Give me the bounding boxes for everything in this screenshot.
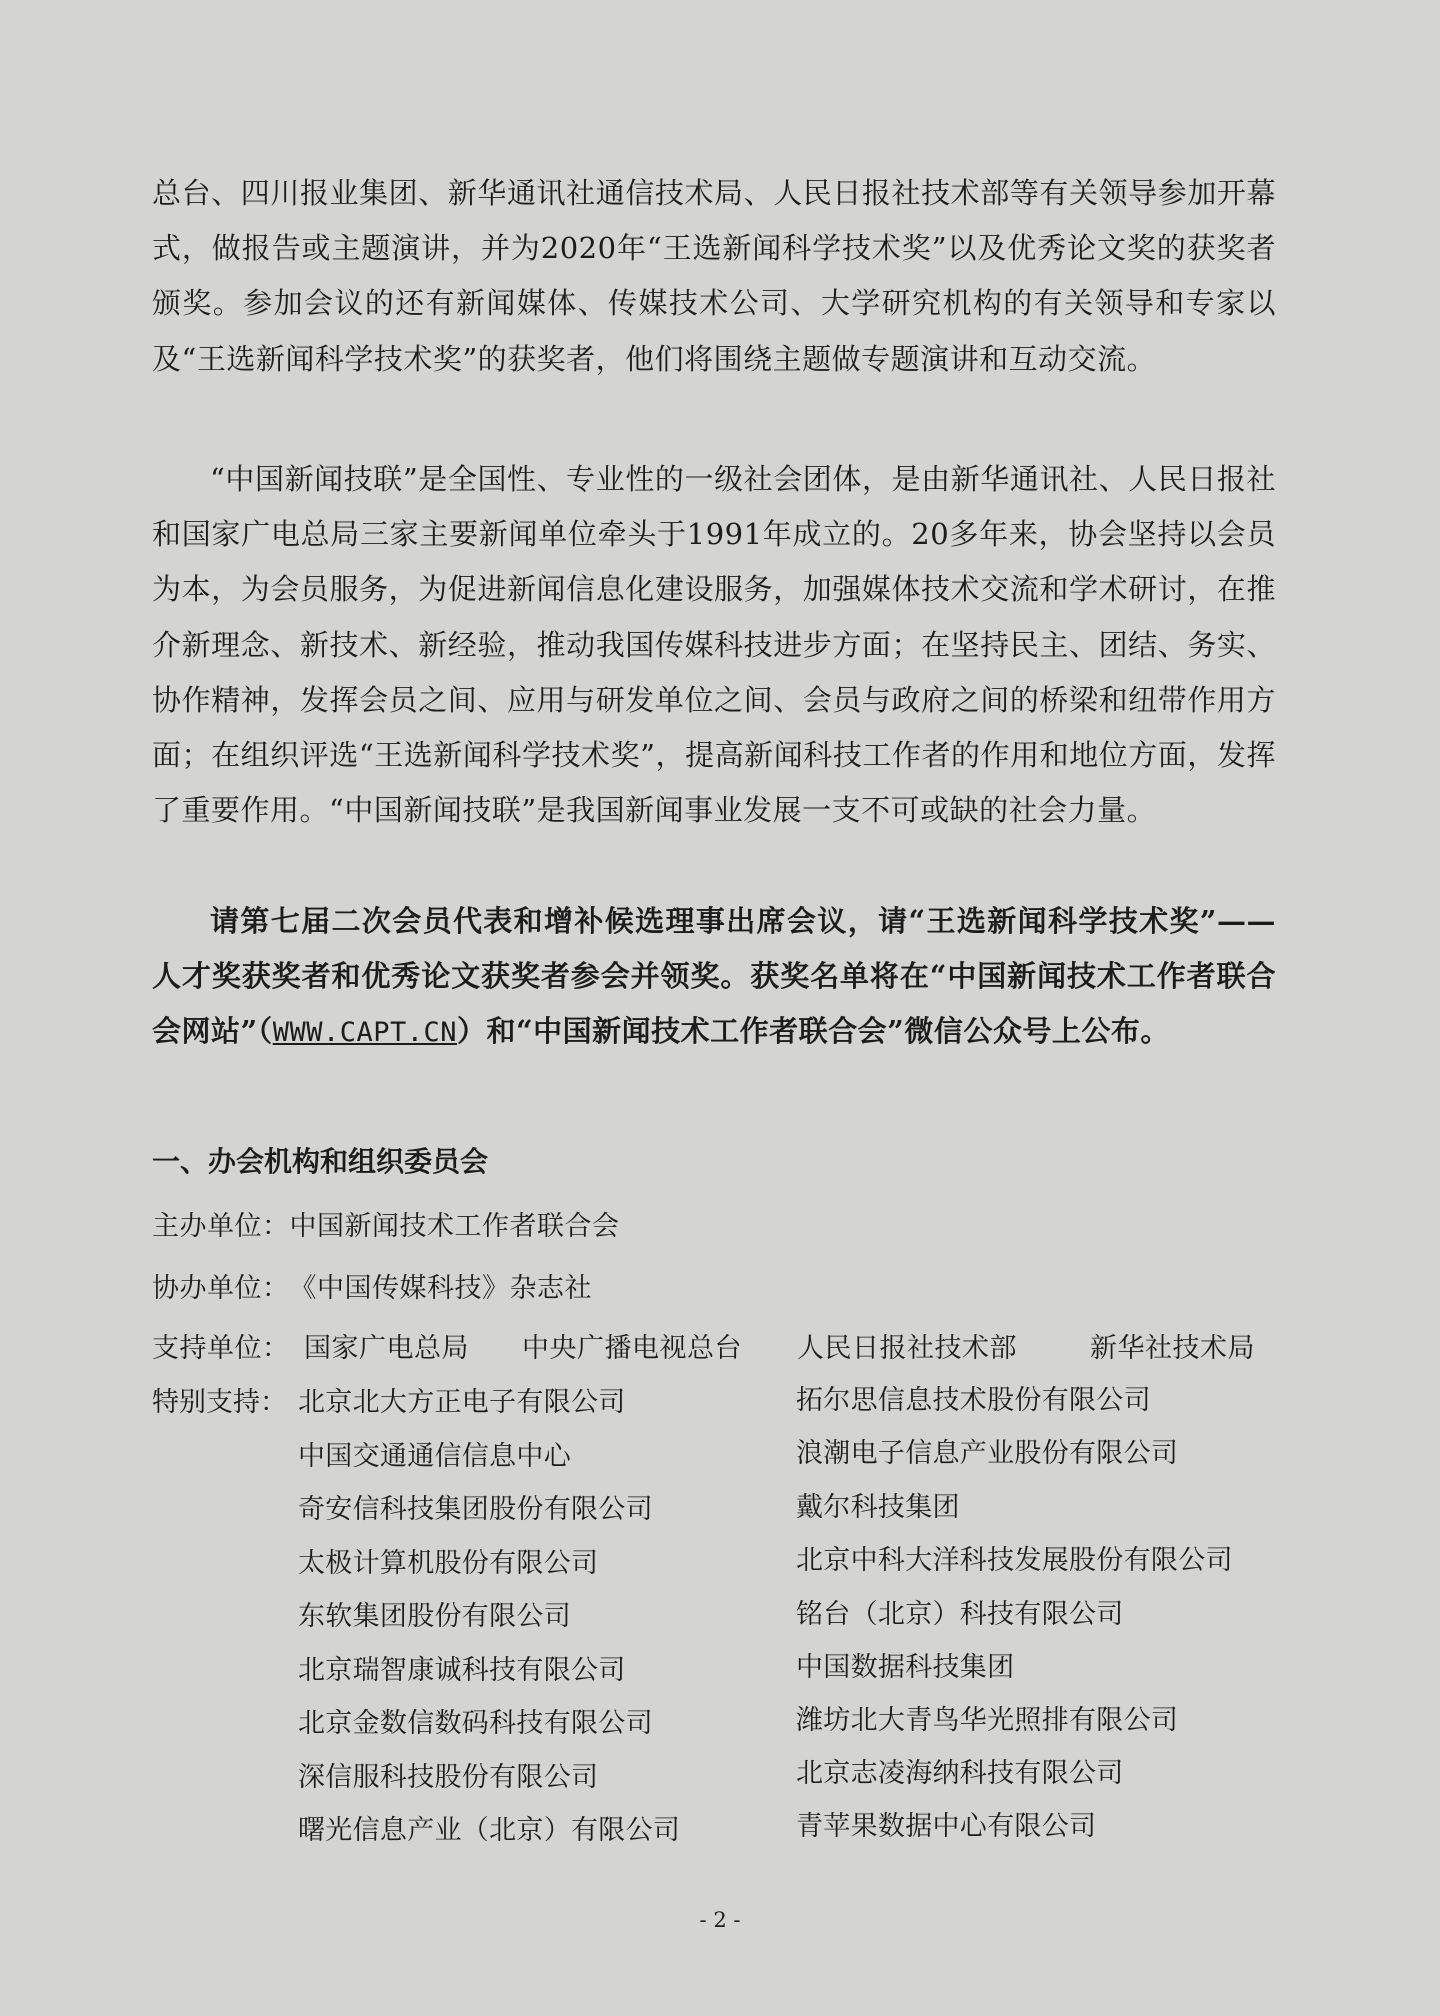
website-link[interactable]: WWW.CAPT.CN: [272, 1017, 457, 1049]
special-support-item: 深信服科技股份有限公司: [298, 1762, 599, 1793]
supporter-item: 国家广电总局: [304, 1333, 469, 1364]
co-organizer-value: 《中国传媒科技》杂志社: [289, 1273, 592, 1304]
special-support-item: 北京北大方正电子有限公司: [298, 1387, 626, 1418]
page-number: - 2 -: [699, 1908, 741, 1932]
paragraph-opening-ceremony: 总台、四川报业集团、新华通讯社通信技术局、人民日报社技术部等有关领导参加开幕式，做报告或主题演讲，并为2020年“王选新闻科学技术奖”以及优秀论文奖的获奖者颁奖。参加会议的还有新闻媒体、传媒技术公司、大学研究机构的有关领导和专家以及“王选新闻科学技术奖”的获奖者，他们将围绕主题做专题演讲和互动交流。: [152, 176, 1276, 376]
special-support-item: 北京志凌海纳科技有限公司: [796, 1758, 1124, 1789]
section-heading: 一、办会机构和组织委员会: [152, 1145, 489, 1178]
host-label: 主办单位：: [152, 1211, 290, 1242]
host-organizer-line: [152, 1204, 620, 1243]
special-support-label: 特别支持：: [152, 1387, 287, 1418]
supporter-item: 中央广播电视总台: [522, 1333, 742, 1364]
host-value: 中国新闻技术工作者联合会: [289, 1211, 620, 1242]
special-support-item: 铭台（北京）科技有限公司: [796, 1599, 1124, 1630]
supporter-item: 人民日报社技术部: [797, 1333, 1017, 1364]
paragraph-invitation-notice: [152, 894, 1276, 1061]
special-support-item: 奇安信科技集团股份有限公司: [298, 1494, 653, 1525]
special-support-item: 北京瑞智康诚科技有限公司: [298, 1655, 626, 1686]
special-support-item: 拓尔思信息技术股份有限公司: [796, 1385, 1151, 1416]
supporters-label: 支持单位：: [152, 1333, 290, 1364]
co-organizer-line: [152, 1266, 592, 1305]
special-support-item: 北京中科大洋科技发展股份有限公司: [796, 1545, 1233, 1576]
special-support-item: 中国交通通信信息中心: [298, 1441, 571, 1472]
special-support-item: 太极计算机股份有限公司: [298, 1548, 599, 1579]
notice-text-part1: 请第七届二次会员代表和增补候选理事出席会议，请“王选新闻科学技术奖”——人才奖获奖者和优秀论文获奖者参会并领奖。获奖名单将在“中国新闻技术工作者联合会网站”（: [152, 904, 1276, 1049]
special-support-item: 东软集团股份有限公司: [298, 1601, 571, 1632]
paragraph-association-intro: “中国新闻技联”是全国性、专业性的一级社会团体，是由新华通讯社、人民日报社和国家广电总局三家主要新闻单位牵头于1991年成立的。20多年来，协会坚持以会员为本，为会员服务，为促进新闻信息化建设服务，加强媒体技术交流和学术研讨，在推介新理念、新技术、新经验，推动我国传媒科技进步方面；在坚持民主、团结、务实、协作精神，发挥会员之间、应用与研发单位之间、会员与政府之间的桥梁和纽带作用方面；在组织评选“王选新闻科学技术奖”，提高新闻科技工作者的作用和地位方面，发挥了重要作用。“中国新闻技联”是我国新闻事业发展一支不可或缺的社会力量。: [152, 462, 1276, 828]
special-support-item: 曙光信息产业（北京）有限公司: [298, 1815, 681, 1846]
special-support-item: 北京金数信数码科技有限公司: [298, 1708, 653, 1739]
notice-text-part2: ）和“中国新闻技术工作者联合会”微信公众号上公布。: [457, 1014, 1170, 1049]
co-organizer-label: 协办单位：: [152, 1273, 290, 1304]
special-support-item: 中国数据科技集团: [796, 1652, 1015, 1683]
supporter-item: 新华社技术局: [1090, 1333, 1255, 1364]
special-support-item: 浪潮电子信息产业股份有限公司: [796, 1438, 1179, 1469]
special-support-item: 潍坊北大青鸟华光照排有限公司: [796, 1705, 1179, 1736]
special-support-item: 青苹果数据中心有限公司: [796, 1811, 1097, 1842]
special-support-item: 戴尔科技集团: [796, 1492, 960, 1523]
